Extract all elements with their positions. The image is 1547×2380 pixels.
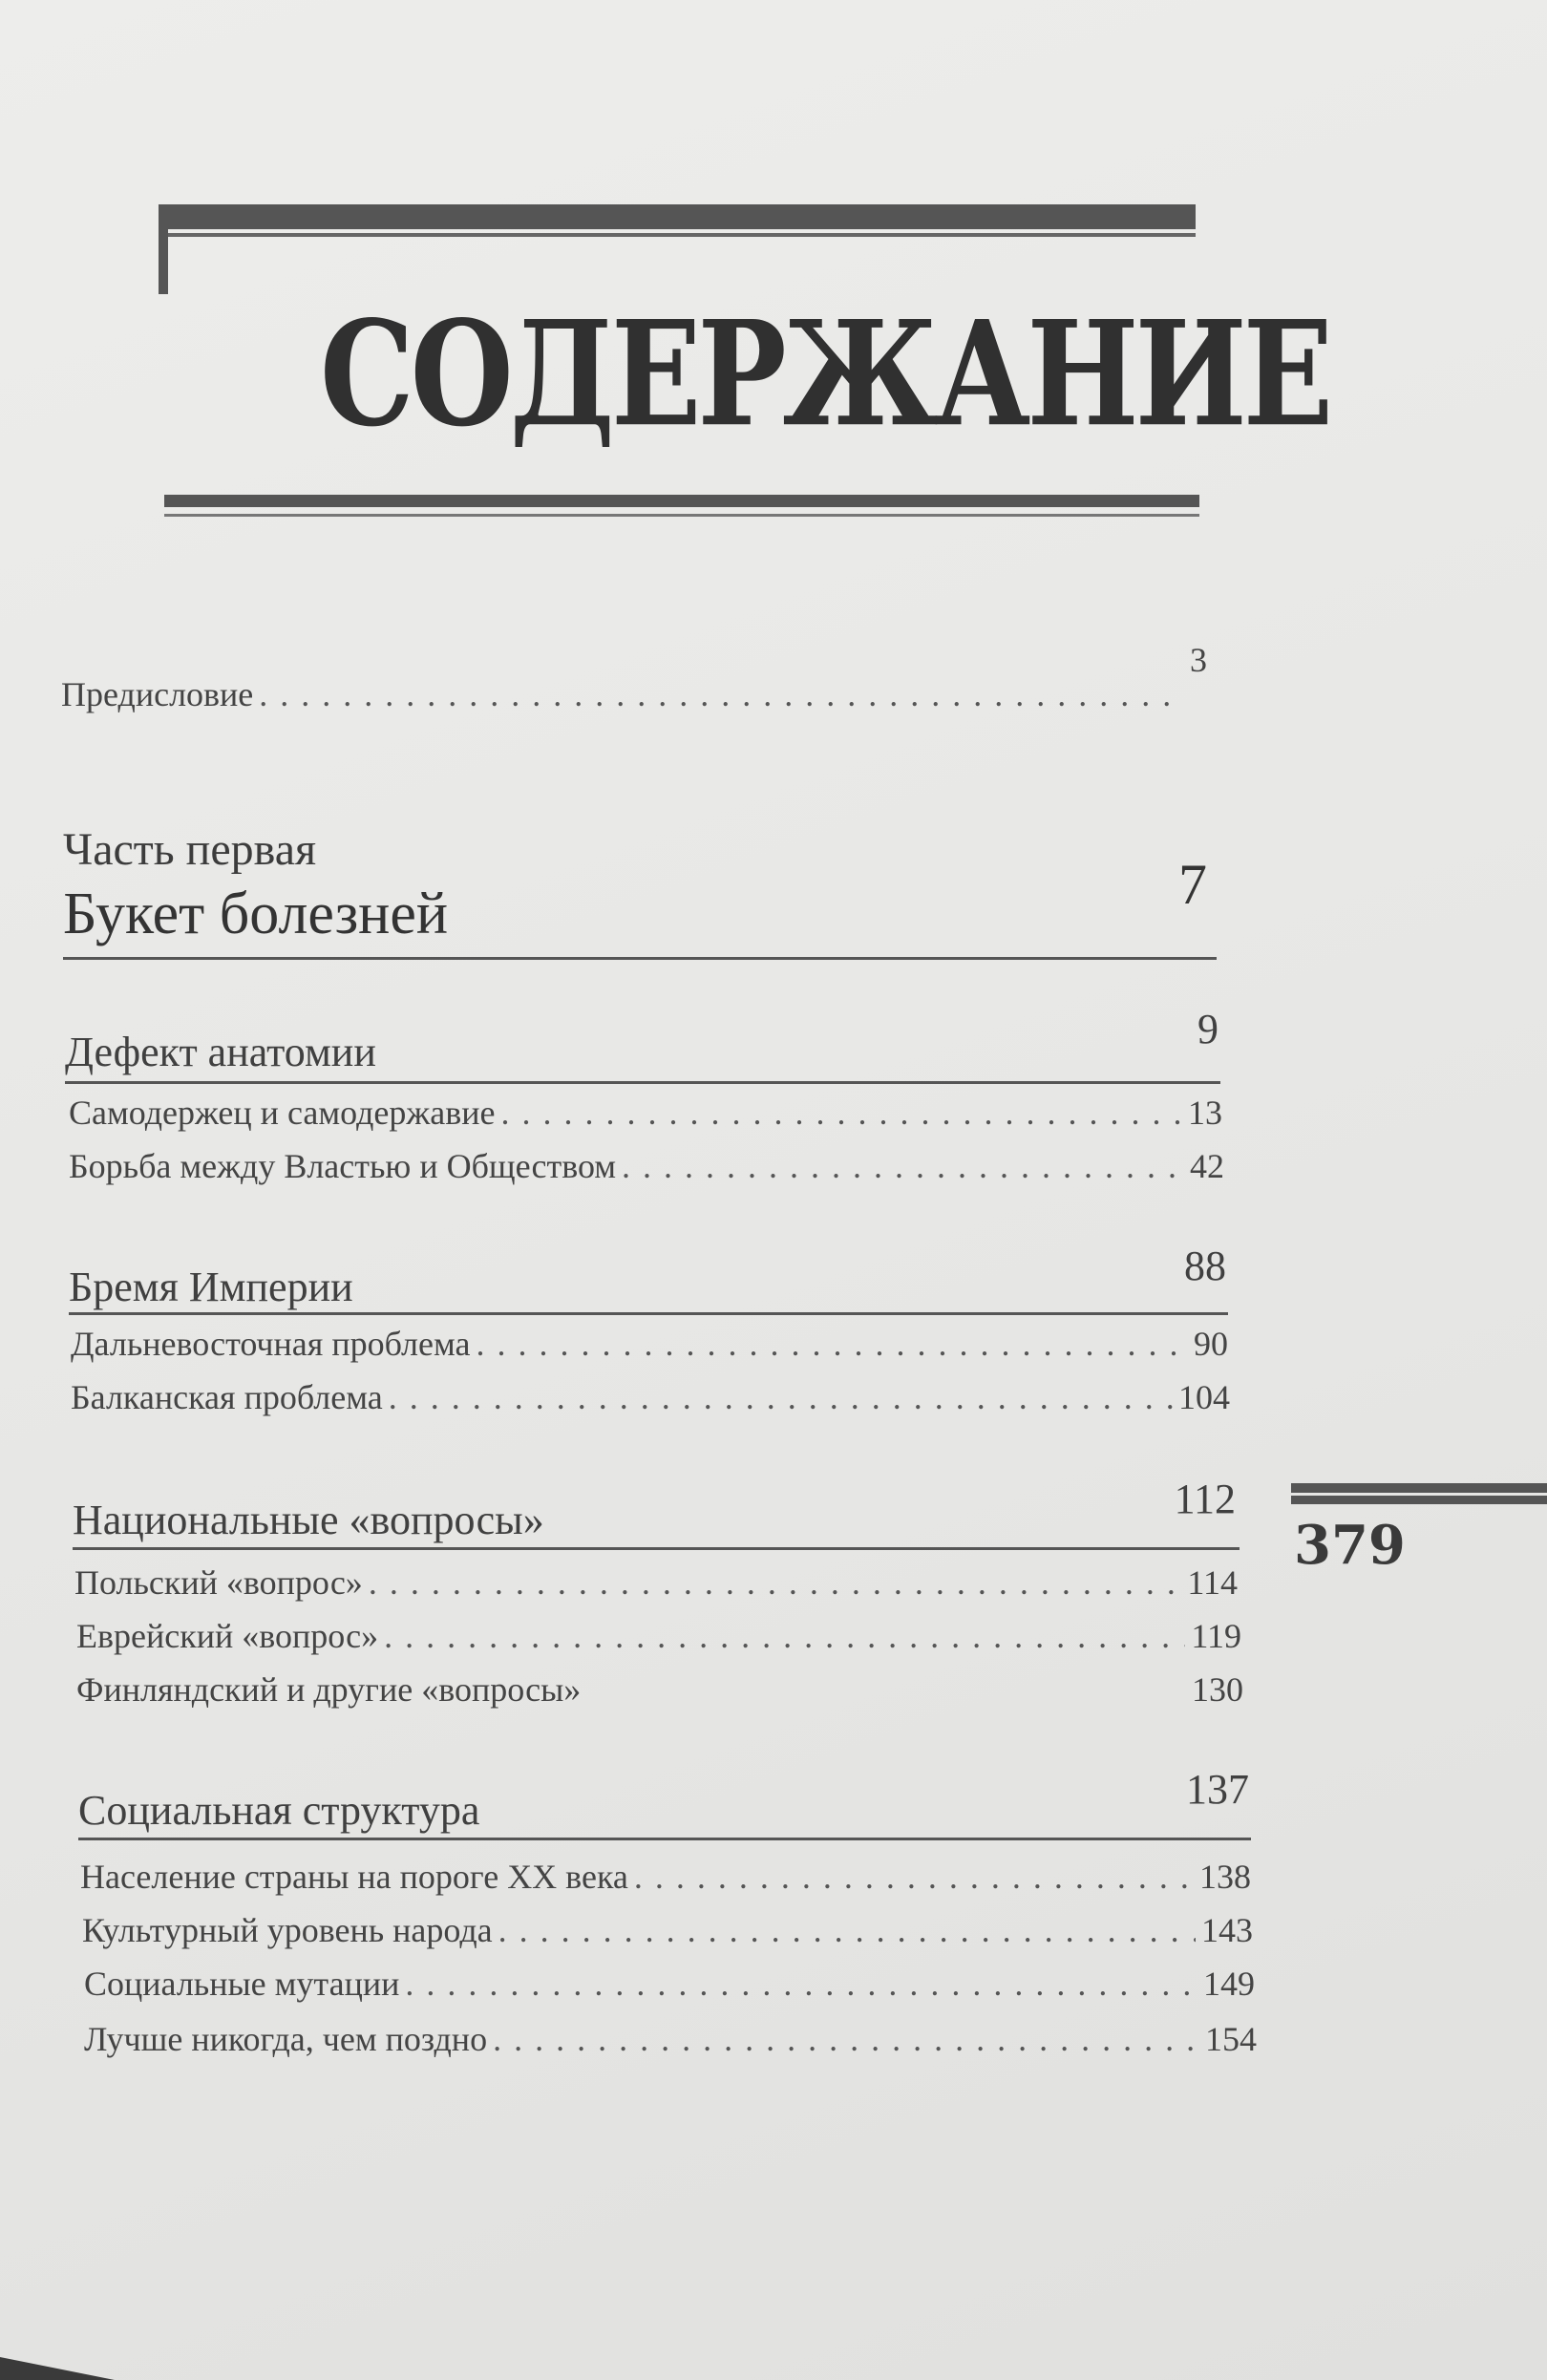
page-title: СОДЕРЖАНИЕ — [320, 289, 1330, 459]
section-heading[interactable] — [65, 1005, 1219, 1075]
toc-entry[interactable] — [82, 1910, 1253, 1950]
title-rule-thin — [164, 514, 1199, 517]
dot-leader — [634, 1857, 1194, 1897]
toc-entry[interactable] — [69, 1093, 1222, 1133]
toc-entry[interactable] — [76, 1669, 1243, 1710]
dot-leader — [498, 1910, 1196, 1950]
toc-entry-label: Финляндский и другие «вопросы» — [76, 1670, 582, 1709]
toc-entry[interactable] — [71, 1377, 1230, 1417]
toc-entry[interactable] — [69, 1146, 1224, 1186]
toc-entry[interactable] — [80, 1857, 1251, 1897]
section-page: 9 — [1197, 1006, 1219, 1052]
part-rule — [63, 957, 1217, 960]
dot-leader — [384, 1616, 1185, 1656]
toc-entry-page: 13 — [1188, 1094, 1222, 1132]
toc-entry-page: 130 — [1192, 1670, 1243, 1709]
toc-entry-label: Предисловие — [61, 675, 254, 713]
dot-leader — [389, 1377, 1173, 1417]
toc-entry-page: 154 — [1205, 2020, 1257, 2058]
toc-entry-label: Социальные мутации — [84, 1965, 400, 2003]
part-label: Часть первая — [63, 824, 317, 875]
section-rule — [65, 1081, 1220, 1084]
part-page: 7 — [1178, 853, 1207, 916]
toc-entry-page: 143 — [1201, 1911, 1253, 1949]
toc-entry-label: Культурный уровень народа — [82, 1911, 493, 1949]
section-page: 112 — [1174, 1476, 1236, 1522]
section-rule — [78, 1838, 1251, 1840]
section-heading[interactable] — [73, 1475, 1236, 1543]
toc-entry-label: Дальневосточная проблема — [71, 1325, 471, 1363]
part-title: Букет болезней — [63, 882, 449, 946]
header-decorative-bar-thin — [159, 233, 1196, 237]
section-heading[interactable] — [78, 1765, 1249, 1834]
title-rule — [164, 495, 1199, 507]
dot-leader — [259, 674, 1184, 714]
toc-entry[interactable] — [71, 1324, 1228, 1364]
section-rule — [73, 1547, 1240, 1550]
dot-leader — [369, 1562, 1182, 1603]
section-page: 88 — [1184, 1243, 1226, 1289]
section-title: Национальные «вопросы» — [73, 1497, 544, 1543]
section-heading[interactable] — [69, 1242, 1226, 1310]
toc-entry[interactable] — [84, 2019, 1257, 2059]
toc-entry-page: 114 — [1187, 1563, 1238, 1602]
page-corner-shadow — [0, 2342, 115, 2380]
header-decorative-bar — [159, 204, 1196, 229]
dot-leader — [493, 2019, 1199, 2059]
header-bar-corner — [159, 204, 168, 294]
toc-entry-label: Еврейский «вопрос» — [76, 1617, 379, 1655]
toc-entry-label: Борьба между Властью и Обществом — [69, 1147, 617, 1185]
toc-entry-label: Балканская проблема — [71, 1378, 383, 1416]
toc-entry-page: 138 — [1199, 1858, 1251, 1896]
section-page: 137 — [1186, 1766, 1249, 1813]
section-rule — [69, 1312, 1228, 1315]
toc-entry-label: Население страны на пороге XX века — [80, 1858, 628, 1896]
toc-entry-page: 149 — [1203, 1965, 1255, 2003]
toc-entry-label: Самодержец и самодержавие — [69, 1094, 496, 1132]
toc-entry[interactable] — [74, 1562, 1238, 1603]
toc-entry-label: Лучше никогда, чем поздно — [84, 2020, 488, 2058]
section-title: Дефект анатомии — [65, 1029, 376, 1075]
toc-entry-page: 3 — [1190, 641, 1207, 679]
dot-leader — [405, 1964, 1197, 2004]
dot-leader — [622, 1146, 1184, 1186]
toc-entry-page: 42 — [1190, 1147, 1224, 1185]
toc-entry-page: 90 — [1194, 1325, 1228, 1363]
dot-leader — [476, 1324, 1188, 1364]
dot-leader — [500, 1093, 1182, 1133]
toc-entry[interactable] — [84, 1964, 1255, 2004]
section-title: Социальная структура — [78, 1787, 480, 1834]
toc-entry-page: 104 — [1178, 1378, 1230, 1416]
page-number: 379 — [1294, 1514, 1406, 1577]
toc-entry[interactable] — [76, 1616, 1241, 1656]
toc-entry-preface[interactable] — [61, 641, 1207, 714]
toc-entry-page: 119 — [1191, 1617, 1241, 1655]
toc-entry-label: Польский «вопрос» — [74, 1563, 363, 1602]
section-title: Бремя Империи — [69, 1264, 353, 1310]
folio-decorative-bar — [1291, 1483, 1547, 1504]
